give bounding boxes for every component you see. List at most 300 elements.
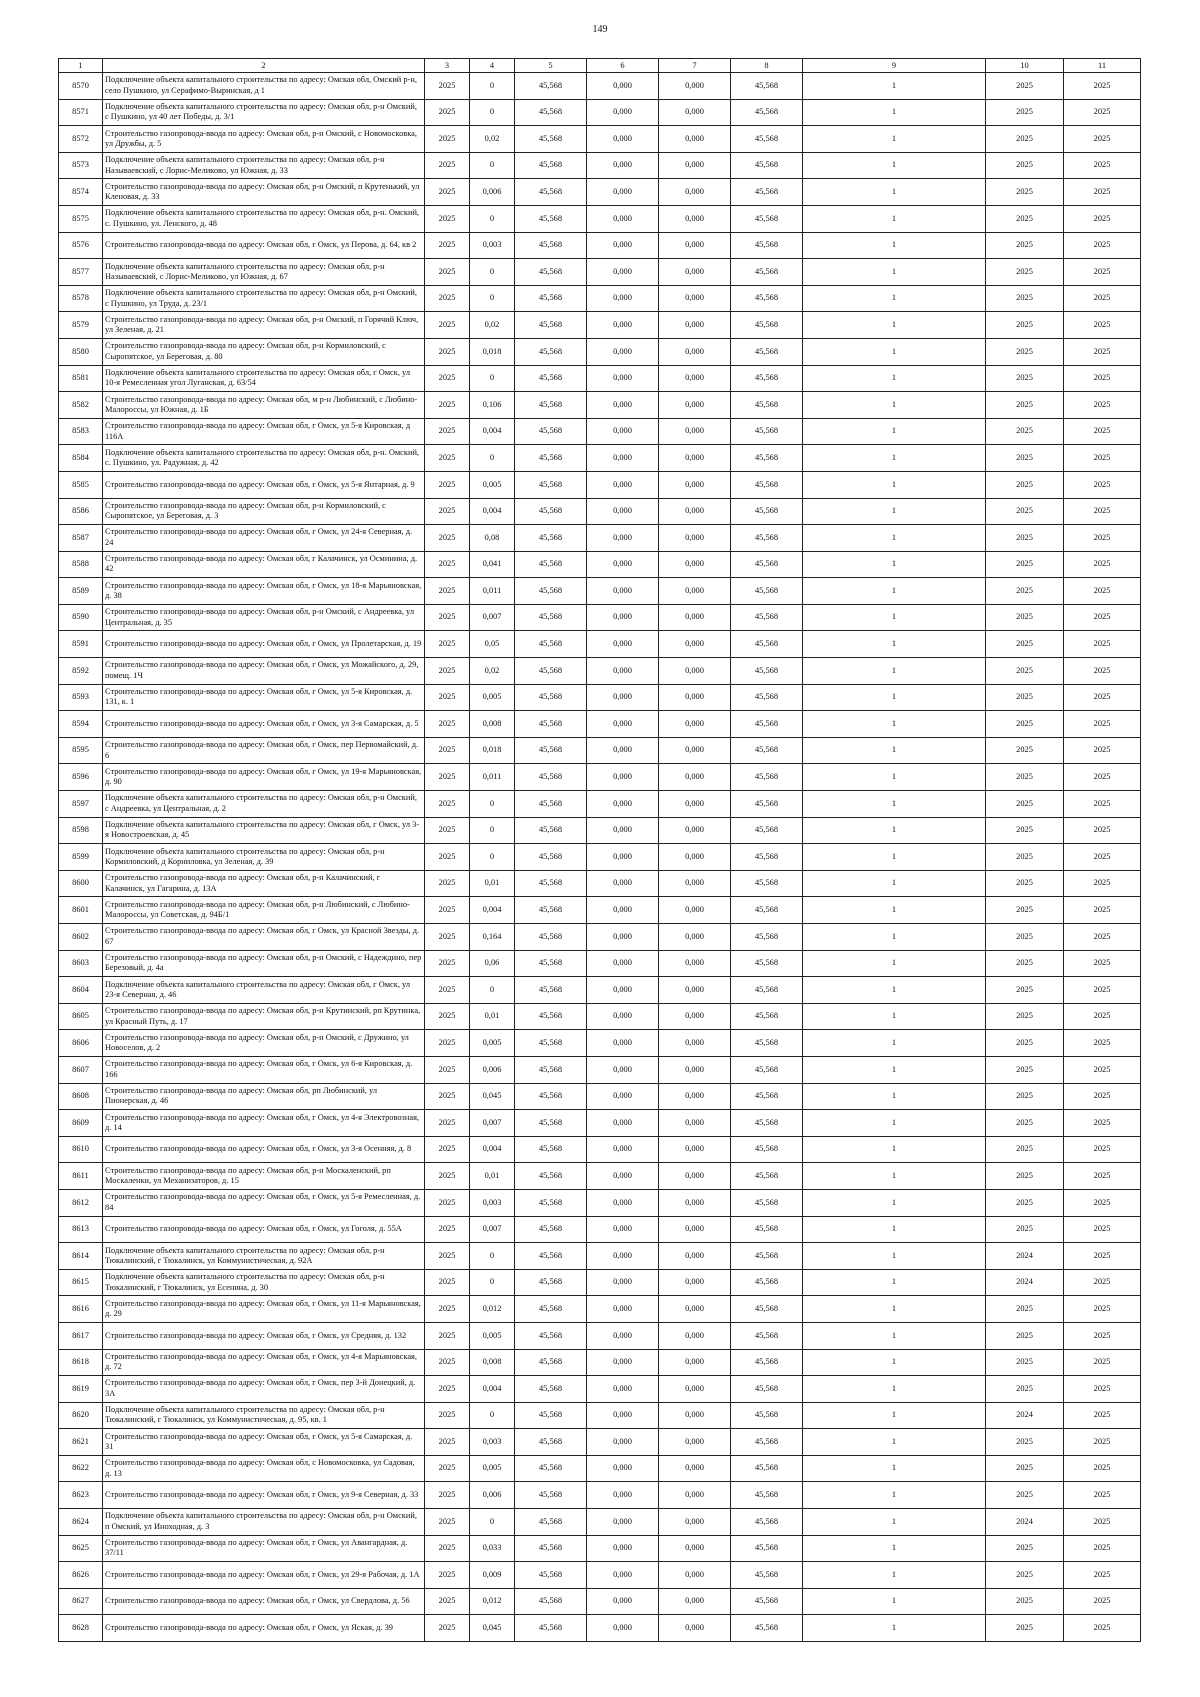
table-row xyxy=(59,844,1141,871)
year-cell: 2025 xyxy=(425,1429,470,1456)
row-number: 8610 xyxy=(59,1136,103,1163)
row-number: 8621 xyxy=(59,1429,103,1456)
cost-col8-cell: 45,568 xyxy=(731,338,803,365)
object-description-text: Строительство газопровода-ввода по адресу: Омская обл, г Омск, ул 4-я Электровозная, д. 14 xyxy=(105,1112,420,1132)
table-row xyxy=(59,1535,1141,1562)
start-year-cell: 2025 xyxy=(986,1136,1064,1163)
cost-col6-cell: 0,000 xyxy=(587,1163,659,1190)
length-cell: 0,045 xyxy=(470,1615,515,1642)
cost-col7-cell: 0,000 xyxy=(659,1189,731,1216)
end-year-cell: 2025 xyxy=(1064,152,1141,179)
cost-col6-cell: 0,000 xyxy=(587,897,659,924)
length-cell: 0,06 xyxy=(470,950,515,977)
count-cell: 1 xyxy=(803,844,986,871)
year-cell: 2025 xyxy=(425,1269,470,1296)
column-header: 5 xyxy=(515,59,587,73)
cost-total-cell: 45,568 xyxy=(515,1189,587,1216)
year-cell: 2025 xyxy=(425,977,470,1004)
row-number: 8623 xyxy=(59,1482,103,1509)
count-cell: 1 xyxy=(803,1269,986,1296)
end-year-cell: 2025 xyxy=(1064,1136,1141,1163)
cost-total-cell: 45,568 xyxy=(515,1269,587,1296)
row-number: 8616 xyxy=(59,1296,103,1323)
table-row xyxy=(59,259,1141,286)
start-year-cell: 2025 xyxy=(986,232,1064,259)
table-row xyxy=(59,285,1141,312)
cost-total-cell: 45,568 xyxy=(515,418,587,445)
cost-col8-cell: 45,568 xyxy=(731,977,803,1004)
cost-col6-cell: 0,000 xyxy=(587,1189,659,1216)
cost-col6-cell: 0,000 xyxy=(587,950,659,977)
start-year-cell: 2025 xyxy=(986,578,1064,605)
year-cell: 2025 xyxy=(425,445,470,472)
cost-col6-cell: 0,000 xyxy=(587,1562,659,1589)
year-cell: 2025 xyxy=(425,179,470,206)
cost-total-cell: 45,568 xyxy=(515,1030,587,1057)
count-cell: 1 xyxy=(803,791,986,818)
count-cell: 1 xyxy=(803,1588,986,1615)
cost-total-cell: 45,568 xyxy=(515,1003,587,1030)
length-cell: 0,018 xyxy=(470,338,515,365)
cost-col7-cell: 0,000 xyxy=(659,870,731,897)
table-row xyxy=(59,1562,1141,1589)
count-cell: 1 xyxy=(803,578,986,605)
object-description-text: Подключение объекта капитального строительства по адресу: Омская обл, р-н. Омский, с. Пушкино, ул. Радужная, д. 42 xyxy=(105,447,420,468)
cost-col6-cell: 0,000 xyxy=(587,1296,659,1323)
table-row xyxy=(59,205,1141,232)
cost-col6-cell: 0,000 xyxy=(587,658,659,685)
cost-col6-cell: 0,000 xyxy=(587,471,659,498)
end-year-cell: 2025 xyxy=(1064,631,1141,658)
count-cell: 1 xyxy=(803,179,986,206)
column-header: 9 xyxy=(803,59,986,73)
end-year-cell: 2025 xyxy=(1064,977,1141,1004)
length-cell: 0,007 xyxy=(470,1110,515,1137)
cost-col7-cell: 0,000 xyxy=(659,977,731,1004)
start-year-cell: 2025 xyxy=(986,684,1064,711)
object-description-text: Строительство газопровода-ввода по адресу: Омская обл, р-н Кормиловский, с Сыропятское, ул Береговая, д. 80 xyxy=(105,341,386,361)
cost-col6-cell: 0,000 xyxy=(587,551,659,578)
year-cell: 2025 xyxy=(425,1083,470,1110)
table-row xyxy=(59,764,1141,791)
year-cell: 2025 xyxy=(425,817,470,844)
year-cell: 2025 xyxy=(425,1030,470,1057)
cost-col6-cell: 0,000 xyxy=(587,73,659,100)
start-year-cell: 2025 xyxy=(986,205,1064,232)
end-year-cell: 2025 xyxy=(1064,1509,1141,1536)
table-row xyxy=(59,1402,1141,1429)
year-cell: 2025 xyxy=(425,259,470,286)
cost-total-cell: 45,568 xyxy=(515,1136,587,1163)
end-year-cell: 2025 xyxy=(1064,338,1141,365)
year-cell: 2025 xyxy=(425,1056,470,1083)
start-year-cell: 2025 xyxy=(986,1349,1064,1376)
count-cell: 1 xyxy=(803,1056,986,1083)
cost-col7-cell: 0,000 xyxy=(659,338,731,365)
column-header: 6 xyxy=(587,59,659,73)
object-description-text: Подключение объекта капитального строительства по адресу: Омская обл, р-н Омский, п Омский, ул Иноходная, д. 3 xyxy=(105,1511,417,1531)
object-description-text: Строительство газопровода-ввода по адресу: Омская обл, г Омск, ул 4-я Марьяновская, д. 72 xyxy=(105,1351,417,1372)
start-year-cell: 2024 xyxy=(986,1269,1064,1296)
count-cell: 1 xyxy=(803,1163,986,1190)
count-cell: 1 xyxy=(803,684,986,711)
object-description-text: Строительство газопровода-ввода по адресу: Омская обл, г Омск, ул Свердлова, д. 56 xyxy=(105,1596,410,1606)
start-year-cell: 2024 xyxy=(986,1402,1064,1429)
object-description-text: Строительство газопровода-ввода по адресу: Омская обл, г Омск, ул Можайского, д. 29, помещ. 1Ч xyxy=(105,660,419,680)
object-description xyxy=(103,285,425,312)
object-description-text: Подключение объекта капитального строительства по адресу: Омская обл, г Омск, ул 10-я Ремесленная угол Луганская, д. 63/54 xyxy=(105,367,411,388)
count-cell: 1 xyxy=(803,1429,986,1456)
cost-col8-cell: 45,568 xyxy=(731,817,803,844)
object-description xyxy=(103,897,425,924)
object-description xyxy=(103,445,425,472)
row-number: 8590 xyxy=(59,604,103,631)
year-cell: 2025 xyxy=(425,365,470,392)
end-year-cell: 2025 xyxy=(1064,312,1141,339)
end-year-cell: 2025 xyxy=(1064,1296,1141,1323)
cost-col6-cell: 0,000 xyxy=(587,578,659,605)
year-cell: 2025 xyxy=(425,897,470,924)
cost-col8-cell: 45,568 xyxy=(731,1562,803,1589)
table-row xyxy=(59,1136,1141,1163)
cost-total-cell: 45,568 xyxy=(515,1588,587,1615)
object-description xyxy=(103,338,425,365)
object-description-text: Строительство газопровода-ввода по адресу: Омская обл, г Калачинск, ул Осминина, д. 42 xyxy=(105,554,418,574)
count-cell: 1 xyxy=(803,338,986,365)
length-cell: 0,011 xyxy=(470,578,515,605)
table-row xyxy=(59,1482,1141,1509)
object-description xyxy=(103,1136,425,1163)
table-row xyxy=(59,1163,1141,1190)
object-description-text: Строительство газопровода-ввода по адресу: Омская обл, г Омск, ул Пролетарская, д. 19 xyxy=(105,639,422,649)
row-number: 8579 xyxy=(59,312,103,339)
count-cell: 1 xyxy=(803,285,986,312)
length-cell: 0,005 xyxy=(470,1030,515,1057)
object-description-text: Строительство газопровода-ввода по адресу: Омская обл, р-н Омский, с Дружино, ул Новоселов, д. 2 xyxy=(105,1032,409,1053)
year-cell: 2025 xyxy=(425,471,470,498)
table-row xyxy=(59,1030,1141,1057)
year-cell: 2025 xyxy=(425,1349,470,1376)
row-number: 8597 xyxy=(59,791,103,818)
object-description xyxy=(103,179,425,206)
year-cell: 2025 xyxy=(425,791,470,818)
cost-col6-cell: 0,000 xyxy=(587,1216,659,1243)
end-year-cell: 2025 xyxy=(1064,578,1141,605)
object-description xyxy=(103,1562,425,1589)
end-year-cell: 2025 xyxy=(1064,205,1141,232)
object-description xyxy=(103,684,425,711)
cost-col6-cell: 0,000 xyxy=(587,392,659,419)
cost-col6-cell: 0,000 xyxy=(587,977,659,1004)
cost-col6-cell: 0,000 xyxy=(587,285,659,312)
object-description xyxy=(103,1056,425,1083)
end-year-cell: 2025 xyxy=(1064,126,1141,153)
cost-total-cell: 45,568 xyxy=(515,392,587,419)
object-description xyxy=(103,1269,425,1296)
cost-total-cell: 45,568 xyxy=(515,179,587,206)
cost-total-cell: 45,568 xyxy=(515,1376,587,1403)
column-header: 8 xyxy=(731,59,803,73)
year-cell: 2025 xyxy=(425,1615,470,1642)
cost-col7-cell: 0,000 xyxy=(659,791,731,818)
length-cell: 0,045 xyxy=(470,1083,515,1110)
object-description-text: Строительство газопровода-ввода по адресу: Омская обл, г Омск, ул 29-я Рабочая, д. 1А xyxy=(105,1569,420,1579)
table-row xyxy=(59,924,1141,951)
row-number: 8601 xyxy=(59,897,103,924)
start-year-cell: 2025 xyxy=(986,126,1064,153)
object-description-text: Подключение объекта капитального строительства по адресу: Омская обл, р-н Тюкалинский, г Тюкалинск, ул Есенина, д. 30 xyxy=(105,1272,385,1292)
cost-col7-cell: 0,000 xyxy=(659,1615,731,1642)
cost-col8-cell: 45,568 xyxy=(731,1509,803,1536)
end-year-cell: 2025 xyxy=(1064,1110,1141,1137)
length-cell: 0 xyxy=(470,977,515,1004)
start-year-cell: 2025 xyxy=(986,1296,1064,1323)
length-cell: 0,033 xyxy=(470,1535,515,1562)
cost-col8-cell: 45,568 xyxy=(731,1429,803,1456)
cost-total-cell: 45,568 xyxy=(515,73,587,100)
object-description xyxy=(103,1588,425,1615)
cost-col8-cell: 45,568 xyxy=(731,285,803,312)
object-description-text: Строительство газопровода-ввода по адресу: Омская обл, г Омск, ул 11-я Марьяновская, д. 29 xyxy=(105,1298,421,1319)
cost-col7-cell: 0,000 xyxy=(659,711,731,738)
cost-col7-cell: 0,000 xyxy=(659,604,731,631)
object-description xyxy=(103,977,425,1004)
count-cell: 1 xyxy=(803,392,986,419)
object-description-text: Подключение объекта капитального строительства по адресу: Омская обл, р-н. Омский, с. Пушкино, ул. Ленского, д. 48 xyxy=(105,208,420,228)
end-year-cell: 2025 xyxy=(1064,471,1141,498)
year-cell: 2025 xyxy=(425,1216,470,1243)
cost-col7-cell: 0,000 xyxy=(659,99,731,126)
cost-col8-cell: 45,568 xyxy=(731,1588,803,1615)
length-cell: 0,008 xyxy=(470,711,515,738)
cost-col6-cell: 0,000 xyxy=(587,1322,659,1349)
object-description xyxy=(103,764,425,791)
object-description xyxy=(103,1296,425,1323)
count-cell: 1 xyxy=(803,1455,986,1482)
end-year-cell: 2025 xyxy=(1064,1056,1141,1083)
length-cell: 0 xyxy=(470,73,515,100)
start-year-cell: 2025 xyxy=(986,870,1064,897)
row-number: 8615 xyxy=(59,1269,103,1296)
cost-col8-cell: 45,568 xyxy=(731,764,803,791)
count-cell: 1 xyxy=(803,1003,986,1030)
row-number: 8585 xyxy=(59,471,103,498)
cost-total-cell: 45,568 xyxy=(515,525,587,552)
year-cell: 2025 xyxy=(425,73,470,100)
object-description-text: Подключение объекта капитального строительства по адресу: Омская обл, р-н Называевский, с Лорис-Меликово, ул Южная, д. 67 xyxy=(105,261,385,281)
count-cell: 1 xyxy=(803,817,986,844)
cost-col8-cell: 45,568 xyxy=(731,924,803,951)
end-year-cell: 2025 xyxy=(1064,1083,1141,1110)
object-description xyxy=(103,152,425,179)
object-description xyxy=(103,418,425,445)
start-year-cell: 2025 xyxy=(986,844,1064,871)
object-description-text: Строительство газопровода-ввода по адресу: Омская обл, г Омск, ул 5-я Янтарная, д. 9 xyxy=(105,479,415,489)
cost-total-cell: 45,568 xyxy=(515,471,587,498)
count-cell: 1 xyxy=(803,1535,986,1562)
row-number: 8575 xyxy=(59,205,103,232)
cost-total-cell: 45,568 xyxy=(515,259,587,286)
length-cell: 0 xyxy=(470,205,515,232)
cost-total-cell: 45,568 xyxy=(515,1243,587,1270)
row-number: 8589 xyxy=(59,578,103,605)
row-number: 8578 xyxy=(59,285,103,312)
cost-col6-cell: 0,000 xyxy=(587,1402,659,1429)
object-description xyxy=(103,1216,425,1243)
start-year-cell: 2025 xyxy=(986,604,1064,631)
object-description xyxy=(103,870,425,897)
cost-col7-cell: 0,000 xyxy=(659,897,731,924)
length-cell: 0,003 xyxy=(470,1189,515,1216)
cost-col6-cell: 0,000 xyxy=(587,1083,659,1110)
end-year-cell: 2025 xyxy=(1064,764,1141,791)
length-cell: 0,004 xyxy=(470,1136,515,1163)
object-description-text: Строительство газопровода-ввода по адресу: Омская обл, г Омск, ул 3-я Осенняя, д. 8 xyxy=(105,1144,412,1154)
cost-total-cell: 45,568 xyxy=(515,1615,587,1642)
cost-col8-cell: 45,568 xyxy=(731,1349,803,1376)
start-year-cell: 2025 xyxy=(986,1562,1064,1589)
object-description-text: Строительство газопровода-ввода по адресу: Омская обл, г Омск, ул 5-я Кировская, д 116А xyxy=(105,421,411,441)
table-row xyxy=(59,711,1141,738)
end-year-cell: 2025 xyxy=(1064,1562,1141,1589)
start-year-cell: 2025 xyxy=(986,179,1064,206)
end-year-cell: 2025 xyxy=(1064,658,1141,685)
row-number: 8570 xyxy=(59,73,103,100)
length-cell: 0 xyxy=(470,365,515,392)
row-number: 8577 xyxy=(59,259,103,286)
start-year-cell: 2025 xyxy=(986,365,1064,392)
end-year-cell: 2025 xyxy=(1064,179,1141,206)
start-year-cell: 2025 xyxy=(986,392,1064,419)
object-description xyxy=(103,631,425,658)
length-cell: 0 xyxy=(470,1509,515,1536)
object-description-text: Строительство газопровода-ввода по адресу: Омская обл, г Омск, ул 5-я Ремесленная, д. 84 xyxy=(105,1192,421,1212)
row-number: 8608 xyxy=(59,1083,103,1110)
count-cell: 1 xyxy=(803,1243,986,1270)
end-year-cell: 2025 xyxy=(1064,1615,1141,1642)
cost-col8-cell: 45,568 xyxy=(731,1136,803,1163)
cost-col8-cell: 45,568 xyxy=(731,1615,803,1642)
cost-col7-cell: 0,000 xyxy=(659,1243,731,1270)
cost-col6-cell: 0,000 xyxy=(587,1349,659,1376)
length-cell: 0,005 xyxy=(470,684,515,711)
object-description-text: Строительство газопровода-ввода по адресу: Омская обл, г Омск, ул Яская, д. 39 xyxy=(105,1623,393,1633)
count-cell: 1 xyxy=(803,126,986,153)
object-description-text: Строительство газопровода-ввода по адресу: Омская обл, р-н Омский, с Надеждино, пер Березовый, д. 4а xyxy=(105,952,422,973)
start-year-cell: 2025 xyxy=(986,498,1064,525)
end-year-cell: 2025 xyxy=(1064,365,1141,392)
cost-col7-cell: 0,000 xyxy=(659,1588,731,1615)
row-number: 8588 xyxy=(59,551,103,578)
cost-total-cell: 45,568 xyxy=(515,1509,587,1536)
table-row xyxy=(59,578,1141,605)
year-cell: 2025 xyxy=(425,312,470,339)
cost-col7-cell: 0,000 xyxy=(659,764,731,791)
cost-total-cell: 45,568 xyxy=(515,1455,587,1482)
cost-col6-cell: 0,000 xyxy=(587,126,659,153)
cost-col8-cell: 45,568 xyxy=(731,179,803,206)
count-cell: 1 xyxy=(803,232,986,259)
cost-total-cell: 45,568 xyxy=(515,285,587,312)
object-description-text: Строительство газопровода-ввода по адресу: Омская обл, г Омск, ул 6-я Кировская, д. 166 xyxy=(105,1059,413,1079)
cost-col7-cell: 0,000 xyxy=(659,471,731,498)
year-cell: 2025 xyxy=(425,392,470,419)
object-description-text: Подключение объекта капитального строительства по адресу: Омская обл, р-н Омский, с Пушкино, ул 40 лет Победы, д. 3/1 xyxy=(105,101,417,122)
object-description-text: Строительство газопровода-ввода по адресу: Омская обл, р-н Крутинский, рп Крутинка, ул Красный Путь, д. 17 xyxy=(105,1006,421,1026)
year-cell: 2025 xyxy=(425,126,470,153)
object-description xyxy=(103,1482,425,1509)
cost-col7-cell: 0,000 xyxy=(659,817,731,844)
start-year-cell: 2025 xyxy=(986,1003,1064,1030)
cost-col7-cell: 0,000 xyxy=(659,1482,731,1509)
start-year-cell: 2025 xyxy=(986,338,1064,365)
object-description-text: Строительство газопровода-ввода по адресу: Омская обл, г Омск, ул 5-я Самарская, д. 31 xyxy=(105,1431,413,1452)
length-cell: 0 xyxy=(470,1269,515,1296)
object-description xyxy=(103,791,425,818)
cost-col7-cell: 0,000 xyxy=(659,179,731,206)
start-year-cell: 2024 xyxy=(986,1243,1064,1270)
cost-total-cell: 45,568 xyxy=(515,338,587,365)
cost-col6-cell: 0,000 xyxy=(587,844,659,871)
table-row xyxy=(59,525,1141,552)
year-cell: 2025 xyxy=(425,1482,470,1509)
column-header: 4 xyxy=(470,59,515,73)
end-year-cell: 2025 xyxy=(1064,392,1141,419)
count-cell: 1 xyxy=(803,99,986,126)
cost-col7-cell: 0,000 xyxy=(659,737,731,764)
length-cell: 0,005 xyxy=(470,1322,515,1349)
row-number: 8605 xyxy=(59,1003,103,1030)
cost-col6-cell: 0,000 xyxy=(587,338,659,365)
count-cell: 1 xyxy=(803,205,986,232)
length-cell: 0,004 xyxy=(470,897,515,924)
table-row xyxy=(59,897,1141,924)
cost-col7-cell: 0,000 xyxy=(659,1296,731,1323)
cost-col7-cell: 0,000 xyxy=(659,631,731,658)
count-cell: 1 xyxy=(803,259,986,286)
object-description-text: Подключение объекта капитального строительства по адресу: Омская обл, р-н Называевский, с Лорис-Меликово, ул Южная, д. 33 xyxy=(105,155,385,175)
row-number: 8581 xyxy=(59,365,103,392)
start-year-cell: 2025 xyxy=(986,445,1064,472)
cost-total-cell: 45,568 xyxy=(515,498,587,525)
count-cell: 1 xyxy=(803,977,986,1004)
end-year-cell: 2025 xyxy=(1064,232,1141,259)
year-cell: 2025 xyxy=(425,1535,470,1562)
column-header: 2 xyxy=(103,59,425,73)
cost-total-cell: 45,568 xyxy=(515,604,587,631)
object-description xyxy=(103,1402,425,1429)
cost-col7-cell: 0,000 xyxy=(659,1269,731,1296)
object-description xyxy=(103,1615,425,1642)
object-description xyxy=(103,525,425,552)
cost-total-cell: 45,568 xyxy=(515,551,587,578)
count-cell: 1 xyxy=(803,924,986,951)
cost-col8-cell: 45,568 xyxy=(731,578,803,605)
object-description xyxy=(103,471,425,498)
length-cell: 0 xyxy=(470,844,515,871)
cost-total-cell: 45,568 xyxy=(515,1349,587,1376)
row-number: 8600 xyxy=(59,870,103,897)
length-cell: 0,01 xyxy=(470,870,515,897)
cost-col7-cell: 0,000 xyxy=(659,658,731,685)
start-year-cell: 2025 xyxy=(986,631,1064,658)
table-row xyxy=(59,604,1141,631)
start-year-cell: 2025 xyxy=(986,924,1064,951)
year-cell: 2025 xyxy=(425,1562,470,1589)
cost-total-cell: 45,568 xyxy=(515,1110,587,1137)
length-cell: 0,041 xyxy=(470,551,515,578)
count-cell: 1 xyxy=(803,631,986,658)
